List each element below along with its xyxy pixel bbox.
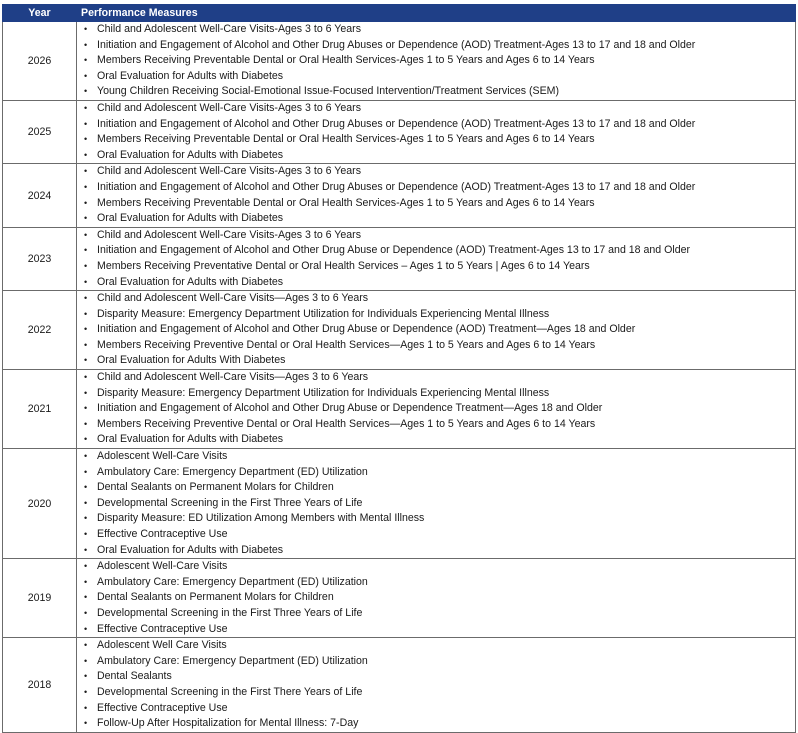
measure-text: Disparity Measure: ED Utilization Among Members with Mental Illness xyxy=(97,512,425,525)
measure-text: Members Receiving Preventable Dental or Oral Health Services-Ages 1 to 5 Years and Ages 6 to 14 Years xyxy=(97,133,595,146)
list-item xyxy=(77,196,795,212)
performance-measures-table xyxy=(2,4,796,733)
measure-text: Oral Evaluation for Adults with Diabetes xyxy=(97,212,284,225)
measure-text: Dental Sealants xyxy=(97,670,172,683)
year-cell: 2023 xyxy=(3,227,77,290)
measures-cell xyxy=(77,291,796,370)
list-item xyxy=(77,559,795,575)
bullet-icon: • xyxy=(84,513,88,524)
measure-text: Initiation and Engagement of Alcohol and Other Drug Abuses or Dependence (AOD) Treatment-Ages 13 to 17 and 18 and Older xyxy=(97,180,696,193)
list-item xyxy=(77,432,795,448)
measures-list xyxy=(77,370,795,448)
bullet-icon: • xyxy=(84,70,88,81)
list-item xyxy=(77,606,795,622)
list-item xyxy=(77,370,795,386)
list-item xyxy=(77,401,795,417)
list-item xyxy=(77,53,795,69)
list-item xyxy=(77,69,795,85)
year-cell: 2020 xyxy=(3,449,77,559)
measure-text: Child and Adolescent Well-Care Visits—Ages 3 to 6 Years xyxy=(97,371,369,384)
bullet-icon: • xyxy=(84,655,88,666)
table-row xyxy=(3,164,796,227)
measures-cell xyxy=(77,449,796,559)
measure-text: Adolescent Well Care Visits xyxy=(97,639,227,652)
list-item xyxy=(77,322,795,338)
year-cell: 2018 xyxy=(3,638,77,733)
measure-text: Oral Evaluation for Adults with Diabetes xyxy=(97,543,284,556)
bullet-icon: • xyxy=(84,245,88,256)
bullet-icon: • xyxy=(84,339,88,350)
measure-text: Developmental Screening in the First Three Years of Life xyxy=(97,496,363,509)
list-item xyxy=(77,164,795,180)
bullet-icon: • xyxy=(84,308,88,319)
bullet-icon: • xyxy=(84,702,88,713)
bullet-icon: • xyxy=(84,640,88,651)
measures-list xyxy=(77,101,795,163)
bullet-icon: • xyxy=(84,387,88,398)
table-row xyxy=(3,100,796,163)
measure-text: Effective Contraceptive Use xyxy=(97,528,228,540)
list-item xyxy=(77,117,795,133)
year-column-header: Year xyxy=(3,5,77,22)
measure-text: Ambulatory Care: Emergency Department (ED) Utilization xyxy=(97,654,368,667)
bullet-icon: • xyxy=(84,592,88,603)
measure-text: Initiation and Engagement of Alcohol and Other Drug Abuses or Dependence (AOD) Treatment-Ages 13 to 17 and 18 and Older xyxy=(97,117,696,130)
measure-text: Oral Evaluation for Adults with Diabetes xyxy=(97,275,284,288)
measure-text: Child and Adolescent Well-Care Visits-Ages 3 to 6 Years xyxy=(97,228,362,241)
measure-text: Oral Evaluation for Adults with Diabetes xyxy=(97,148,284,161)
year-cell: 2022 xyxy=(3,291,77,370)
measure-text: Members Receiving Preventive Dental or Oral Health Services—Ages 1 to 5 Years and Ages 6 to 14 Years xyxy=(97,338,596,351)
measures-cell xyxy=(77,22,796,101)
measure-text: Developmental Screening in the First There Years of Life xyxy=(97,685,363,698)
measures-list xyxy=(77,291,795,369)
year-cell: 2026 xyxy=(3,22,77,101)
measure-text: Child and Adolescent Well-Care Visits-Ages 3 to 6 Years xyxy=(97,23,362,35)
list-item xyxy=(77,228,795,244)
measures-column-header: Performance Measures xyxy=(77,5,796,22)
measure-text: Oral Evaluation for Adults with Diabetes xyxy=(97,69,284,82)
measure-text: Members Receiving Preventative Dental or Oral Health Services – Ages 1 to 5 Years | Ages 6 to 14 Years xyxy=(97,259,590,272)
bullet-icon: • xyxy=(84,39,88,50)
bullet-icon: • xyxy=(84,497,88,508)
bullet-icon: • xyxy=(84,197,88,208)
measure-text: Initiation and Engagement of Alcohol and Other Drug Abuse or Dependence (AOD) Treatment—Ages 18 and Older xyxy=(97,323,636,336)
bullet-icon: • xyxy=(84,86,88,97)
list-item xyxy=(77,38,795,54)
list-item xyxy=(77,511,795,527)
measure-text: Oral Evaluation for Adults with Diabetes xyxy=(97,433,284,446)
measure-text: Dental Sealants on Permanent Molars for Children xyxy=(97,481,334,494)
measures-cell xyxy=(77,100,796,163)
measure-text: Effective Contraceptive Use xyxy=(97,701,228,714)
bullet-icon: • xyxy=(84,324,88,335)
bullet-icon: • xyxy=(84,686,88,697)
table-row xyxy=(3,227,796,290)
measures-list xyxy=(77,638,795,732)
bullet-icon: • xyxy=(84,561,88,572)
bullet-icon: • xyxy=(84,181,88,192)
table-row xyxy=(3,22,796,101)
measure-text: Adolescent Well-Care Visits xyxy=(97,450,228,463)
bullet-icon: • xyxy=(84,671,88,682)
year-cell: 2024 xyxy=(3,164,77,227)
measures-list xyxy=(77,228,795,290)
measures-list xyxy=(77,559,795,637)
measure-text: Dental Sealants on Permanent Molars for Children xyxy=(97,591,334,604)
list-item xyxy=(77,22,795,38)
table-row xyxy=(3,370,796,449)
table-body xyxy=(3,22,796,733)
bullet-icon: • xyxy=(84,118,88,129)
list-item xyxy=(77,543,795,559)
bullet-icon: • xyxy=(84,482,88,493)
year-cell: 2021 xyxy=(3,370,77,449)
bullet-icon: • xyxy=(84,466,88,477)
list-item xyxy=(77,496,795,512)
measure-text: Oral Evaluation for Adults With Diabetes xyxy=(97,354,286,367)
bullet-icon: • xyxy=(84,434,88,445)
list-item xyxy=(77,527,795,543)
bullet-icon: • xyxy=(84,55,88,66)
list-item xyxy=(77,590,795,606)
measures-cell xyxy=(77,370,796,449)
measure-text: Young Children Receiving Social-Emotional Issue-Focused Intervention/Treatment Services (SEM) xyxy=(97,85,560,98)
measure-text: Members Receiving Preventable Dental or Oral Health Services-Ages 1 to 5 Years and Ages 6 to 14 Years xyxy=(97,54,595,67)
measures-list xyxy=(77,22,795,100)
measure-text: Effective Contraceptive Use xyxy=(97,622,228,635)
measure-text: Initiation and Engagement of Alcohol and Other Drug Abuse or Dependence Treatment—Ages 18 and Older xyxy=(97,402,603,415)
list-item xyxy=(77,465,795,481)
list-item xyxy=(77,338,795,354)
measures-cell xyxy=(77,227,796,290)
measure-text: Child and Adolescent Well-Care Visits-Ages 3 to 6 Years xyxy=(97,165,362,178)
bullet-icon: • xyxy=(84,276,88,287)
list-item xyxy=(77,353,795,369)
measures-cell xyxy=(77,559,796,638)
measure-text: Disparity Measure: Emergency Department Utilization for Individuals Experiencing Mental Illness xyxy=(97,386,550,399)
measure-text: Ambulatory Care: Emergency Department (ED) Utilization xyxy=(97,465,368,478)
bullet-icon: • xyxy=(84,544,88,555)
bullet-icon: • xyxy=(84,718,88,729)
measures-cell xyxy=(77,164,796,227)
year-cell: 2025 xyxy=(3,100,77,163)
bullet-icon: • xyxy=(84,372,88,383)
bullet-icon: • xyxy=(84,102,88,113)
list-item xyxy=(77,180,795,196)
list-item xyxy=(77,417,795,433)
list-item xyxy=(77,101,795,117)
list-item xyxy=(77,291,795,307)
measure-text: Members Receiving Preventable Dental or Oral Health Services-Ages 1 to 5 Years and Ages 6 to 14 Years xyxy=(97,196,595,209)
measure-text: Child and Adolescent Well-Care Visits-Ages 3 to 6 Years xyxy=(97,101,362,114)
measure-text: Follow-Up After Hospitalization for Mental Illness: 7-Day xyxy=(97,717,359,730)
bullet-icon: • xyxy=(84,166,88,177)
measure-text: Developmental Screening in the First Three Years of Life xyxy=(97,606,363,619)
measures-list xyxy=(77,449,795,558)
measures-cell xyxy=(77,638,796,733)
list-item xyxy=(77,685,795,701)
list-item xyxy=(77,259,795,275)
bullet-icon: • xyxy=(84,576,88,587)
measure-text: Child and Adolescent Well-Care Visits—Ages 3 to 6 Years xyxy=(97,292,369,305)
list-item xyxy=(77,243,795,259)
list-item xyxy=(77,654,795,670)
list-item xyxy=(77,84,795,100)
bullet-icon: • xyxy=(84,607,88,618)
measure-text: Adolescent Well-Care Visits xyxy=(97,560,228,573)
list-item xyxy=(77,622,795,638)
bullet-icon: • xyxy=(84,623,88,634)
measures-list xyxy=(77,164,795,226)
list-item xyxy=(77,716,795,732)
bullet-icon: • xyxy=(84,451,88,462)
list-item xyxy=(77,669,795,685)
bullet-icon: • xyxy=(84,260,88,271)
measure-text: Members Receiving Preventive Dental or Oral Health Services—Ages 1 to 5 Years and Ages 6 to 14 Years xyxy=(97,417,596,430)
list-item xyxy=(77,386,795,402)
list-item xyxy=(77,480,795,496)
list-item xyxy=(77,575,795,591)
bullet-icon: • xyxy=(84,229,88,240)
table-row xyxy=(3,638,796,733)
list-item xyxy=(77,307,795,323)
measure-text: Disparity Measure: Emergency Department Utilization for Individuals Experiencing Mental Illness xyxy=(97,307,550,320)
year-cell: 2019 xyxy=(3,559,77,638)
list-item xyxy=(77,449,795,465)
table-row xyxy=(3,559,796,638)
list-item xyxy=(77,211,795,227)
list-item xyxy=(77,275,795,291)
bullet-icon: • xyxy=(84,355,88,366)
bullet-icon: • xyxy=(84,149,88,160)
list-item xyxy=(77,638,795,654)
bullet-icon: • xyxy=(84,213,88,224)
header-row xyxy=(3,5,796,22)
bullet-icon: • xyxy=(84,293,88,304)
bullet-icon: • xyxy=(84,24,88,34)
table-row xyxy=(3,291,796,370)
measure-text: Initiation and Engagement of Alcohol and Other Drug Abuses or Dependence (AOD) Treatment-Ages 13 to 17 and 18 and Older xyxy=(97,38,696,51)
bullet-icon: • xyxy=(84,418,88,429)
table-row xyxy=(3,449,796,559)
measure-text: Ambulatory Care: Emergency Department (ED) Utilization xyxy=(97,575,368,588)
measure-text: Initiation and Engagement of Alcohol and Other Drug Abuse or Dependence (AOD) Treatment-Ages 13 to 17 and 18 and Older xyxy=(97,244,691,257)
bullet-icon: • xyxy=(84,134,88,145)
bullet-icon: • xyxy=(84,529,88,539)
list-item xyxy=(77,132,795,148)
list-item xyxy=(77,148,795,164)
list-item xyxy=(77,701,795,717)
bullet-icon: • xyxy=(84,403,88,414)
